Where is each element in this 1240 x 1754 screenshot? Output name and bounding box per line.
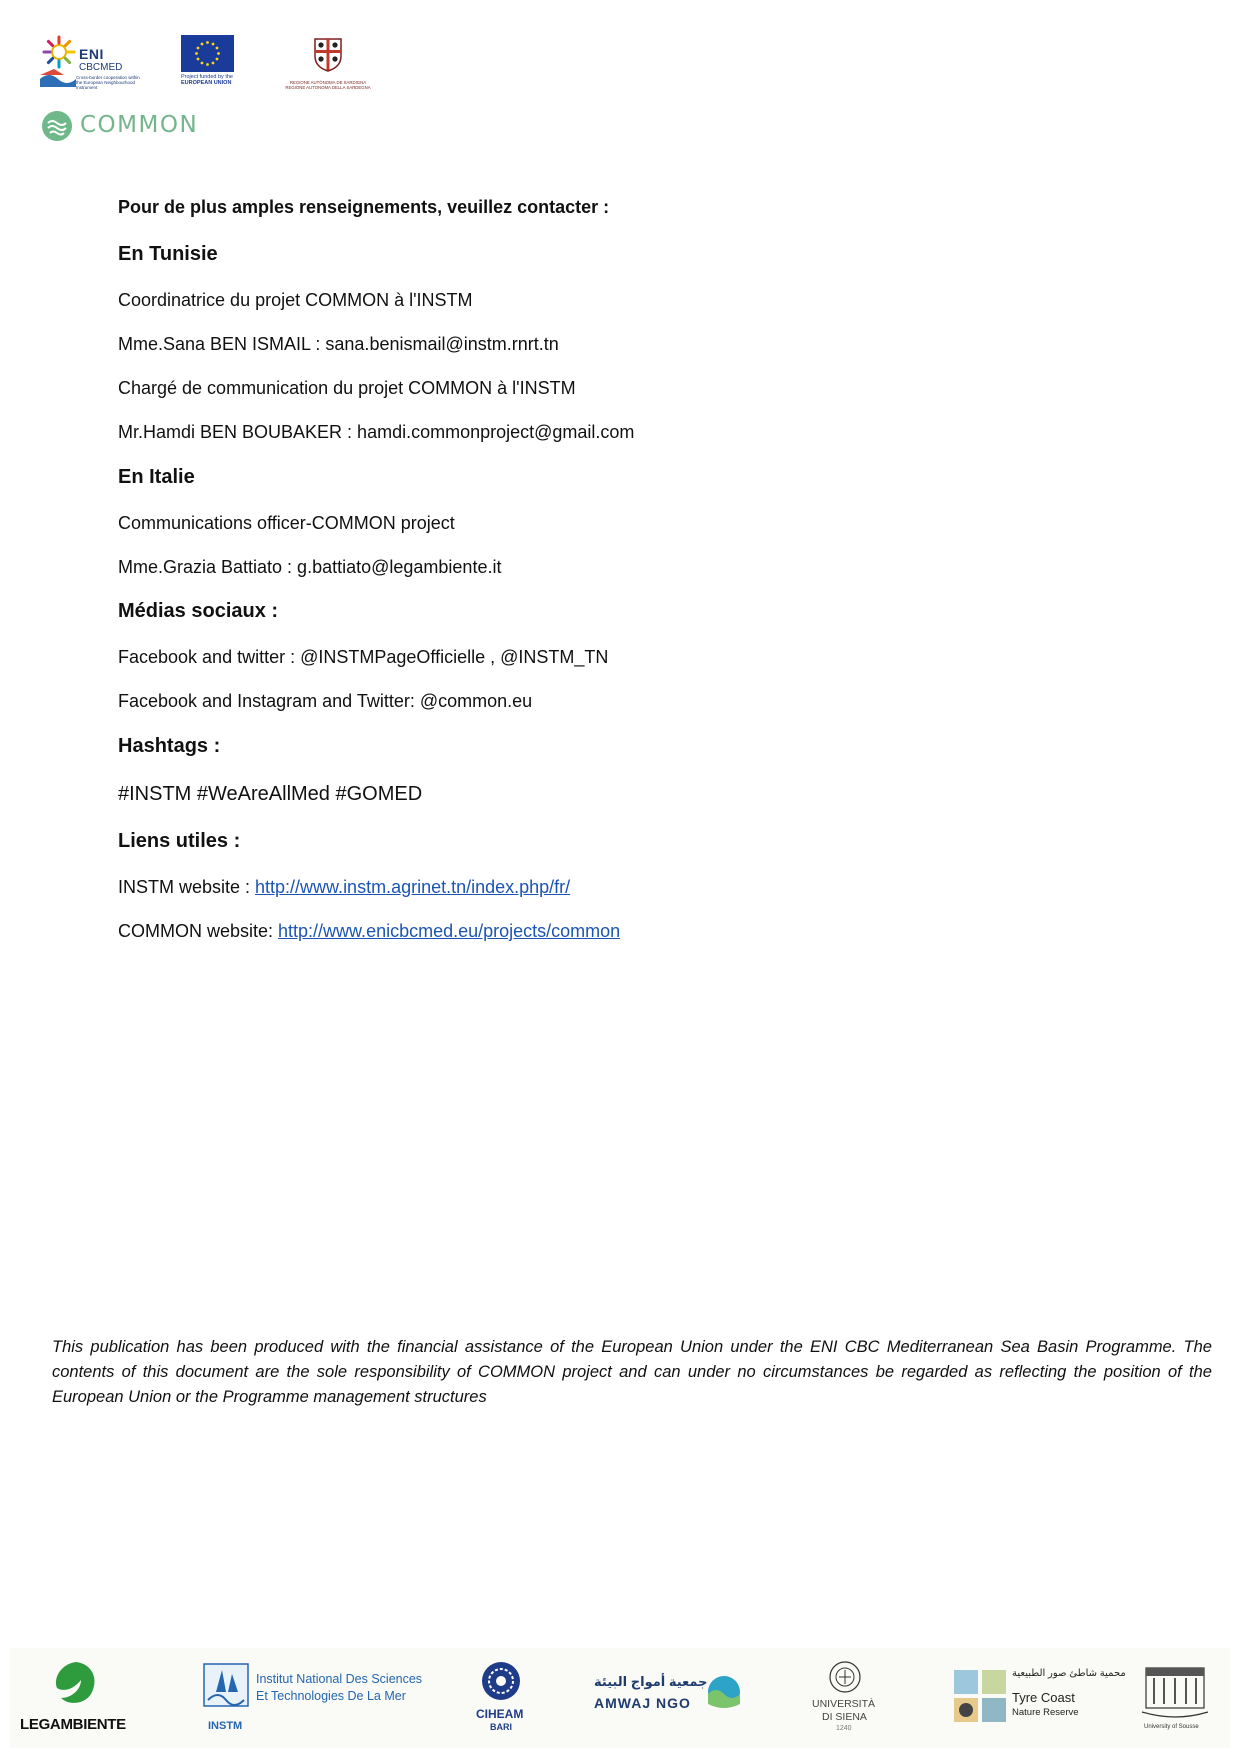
- tyre-arabic: محمية شاطئ صور الطبيعية: [1012, 1668, 1126, 1679]
- tyre-line2: Nature Reserve: [1012, 1707, 1079, 1718]
- amwaj-arabic: جمعية أمواج البيئة: [594, 1674, 708, 1689]
- eu-flag-icon: [181, 35, 234, 72]
- italie-line-1: Communications officer-COMMON project: [118, 513, 455, 533]
- tunisie-line-1: Coordinatrice du projet COMMON à l'INSTM: [118, 290, 473, 310]
- tunisie-line-3: Chargé de communication du projet COMMON à l'INSTM: [118, 378, 576, 398]
- eni-sea-icon: [40, 69, 76, 87]
- tyre-line1: Tyre Coast: [1012, 1690, 1075, 1705]
- ciheam-logo: [472, 1660, 532, 1742]
- eni-tagline: Cross-border cooperation within the European Neighbourhood Instrument: [76, 75, 140, 90]
- amwaj-logo: [594, 1660, 744, 1742]
- eu-disclaimer: This publication has been produced with the financial assistance of the European Union under the ENI CBC Mediterranean Sea Basin Programme. The contents of this document are the sole responsibility of COMMON project and can under no circumstances be regarded as reflecting the position of the European Union or the Programme management structures: [52, 1338, 1212, 1406]
- instm-website-link[interactable]: http://www.instm.agrinet.tn/index.php/fr/: [255, 877, 571, 897]
- ciheam-emblem-icon: [480, 1660, 522, 1702]
- instm-short: INSTM: [208, 1720, 243, 1732]
- legambiente-leaf-icon: [51, 1660, 101, 1708]
- sousse-logo: [1138, 1660, 1212, 1742]
- eni-cbcmed-logo: [40, 33, 140, 88]
- amwaj-wave-icon: [706, 1674, 742, 1710]
- eu-caption-line1: Project funded by the: [181, 74, 233, 80]
- common-wordmark: COMMON: [80, 112, 199, 138]
- siena-line2: DI SIENA: [822, 1711, 867, 1723]
- ciheam-sub: BARI: [490, 1722, 512, 1732]
- eni-name: ENI: [79, 46, 104, 62]
- siena-line1: UNIVERSITÀ: [812, 1698, 876, 1710]
- sardegna-caption-line1: REGIONE AUTÒNOMA DE SARDIGNA: [289, 80, 367, 85]
- italie-line-2: Mme.Grazia Battiato : g.battiato@legambiente.it: [118, 557, 502, 577]
- common-project-logo: [42, 111, 202, 143]
- tyre-coast-emblem-icon: [952, 1668, 1010, 1730]
- siena-logo: [806, 1660, 886, 1742]
- instm-name-line2: Et Technologies De La Mer: [256, 1689, 406, 1703]
- eni-sun-icon: [42, 35, 76, 69]
- ciheam-name: CIHEAM: [476, 1707, 524, 1721]
- italie-heading: En Italie: [118, 466, 195, 488]
- social-line-1: Facebook and twitter : @INSTMPageOfficielle , @INSTM_TN: [118, 647, 609, 667]
- social-heading: Médias sociaux :: [118, 600, 279, 622]
- legambiente-logo: [18, 1660, 138, 1742]
- hashtags-line: #INSTM #WeAreAllMed #GOMED: [118, 783, 423, 805]
- tunisie-heading: En Tunisie: [118, 243, 218, 265]
- common-waves-icon: [42, 111, 72, 141]
- sardegna-logo: [282, 36, 374, 90]
- instm-logo: [198, 1660, 423, 1742]
- instm-website-label: INSTM website :: [118, 877, 256, 897]
- hashtags-heading: Hashtags :: [118, 735, 221, 757]
- eu-logo: [181, 35, 234, 89]
- siena-year: 1240: [836, 1725, 852, 1732]
- instm-name-line1: Institut National Des Sciences: [256, 1672, 423, 1686]
- links-heading: Liens utiles :: [118, 830, 241, 852]
- tunisie-line-2: Mme.Sana BEN ISMAIL : sana.benismail@instm.rnrt.tn: [118, 334, 559, 354]
- sardegna-caption-line2: REGIONE AUTONOMA DELLA SARDEGNA: [285, 85, 371, 90]
- tyre-coast-logo: [952, 1660, 1126, 1742]
- eu-caption: [181, 74, 241, 86]
- social-line-2: Facebook and Instagram and Twitter: @common.eu: [118, 691, 533, 711]
- sousse-building-icon: [1140, 1664, 1210, 1720]
- amwaj-name: AMWAJ NGO: [594, 1695, 691, 1711]
- tunisie-line-4: Mr.Hamdi BEN BOUBAKER : hamdi.commonproject@gmail.com: [118, 422, 635, 442]
- instm-emblem-icon: [198, 1660, 254, 1716]
- sousse-name: University of Sousse: [1144, 1724, 1199, 1730]
- legambiente-name: LEGAMBIENTE: [20, 1716, 126, 1733]
- sardegna-crest-icon: [312, 36, 344, 72]
- common-website-link[interactable]: http://www.enicbcmed.eu/projects/common: [278, 921, 621, 941]
- contact-heading: Pour de plus amples renseignements, veuillez contacter :: [118, 197, 610, 217]
- instm-website-row: [118, 877, 570, 898]
- siena-seal-icon: [828, 1660, 862, 1694]
- eu-caption-line2: EUROPEAN UNION: [181, 80, 232, 86]
- common-website-row: [118, 921, 620, 942]
- eni-sub: CBCMED: [79, 62, 123, 73]
- common-website-label: COMMON website:: [118, 921, 279, 941]
